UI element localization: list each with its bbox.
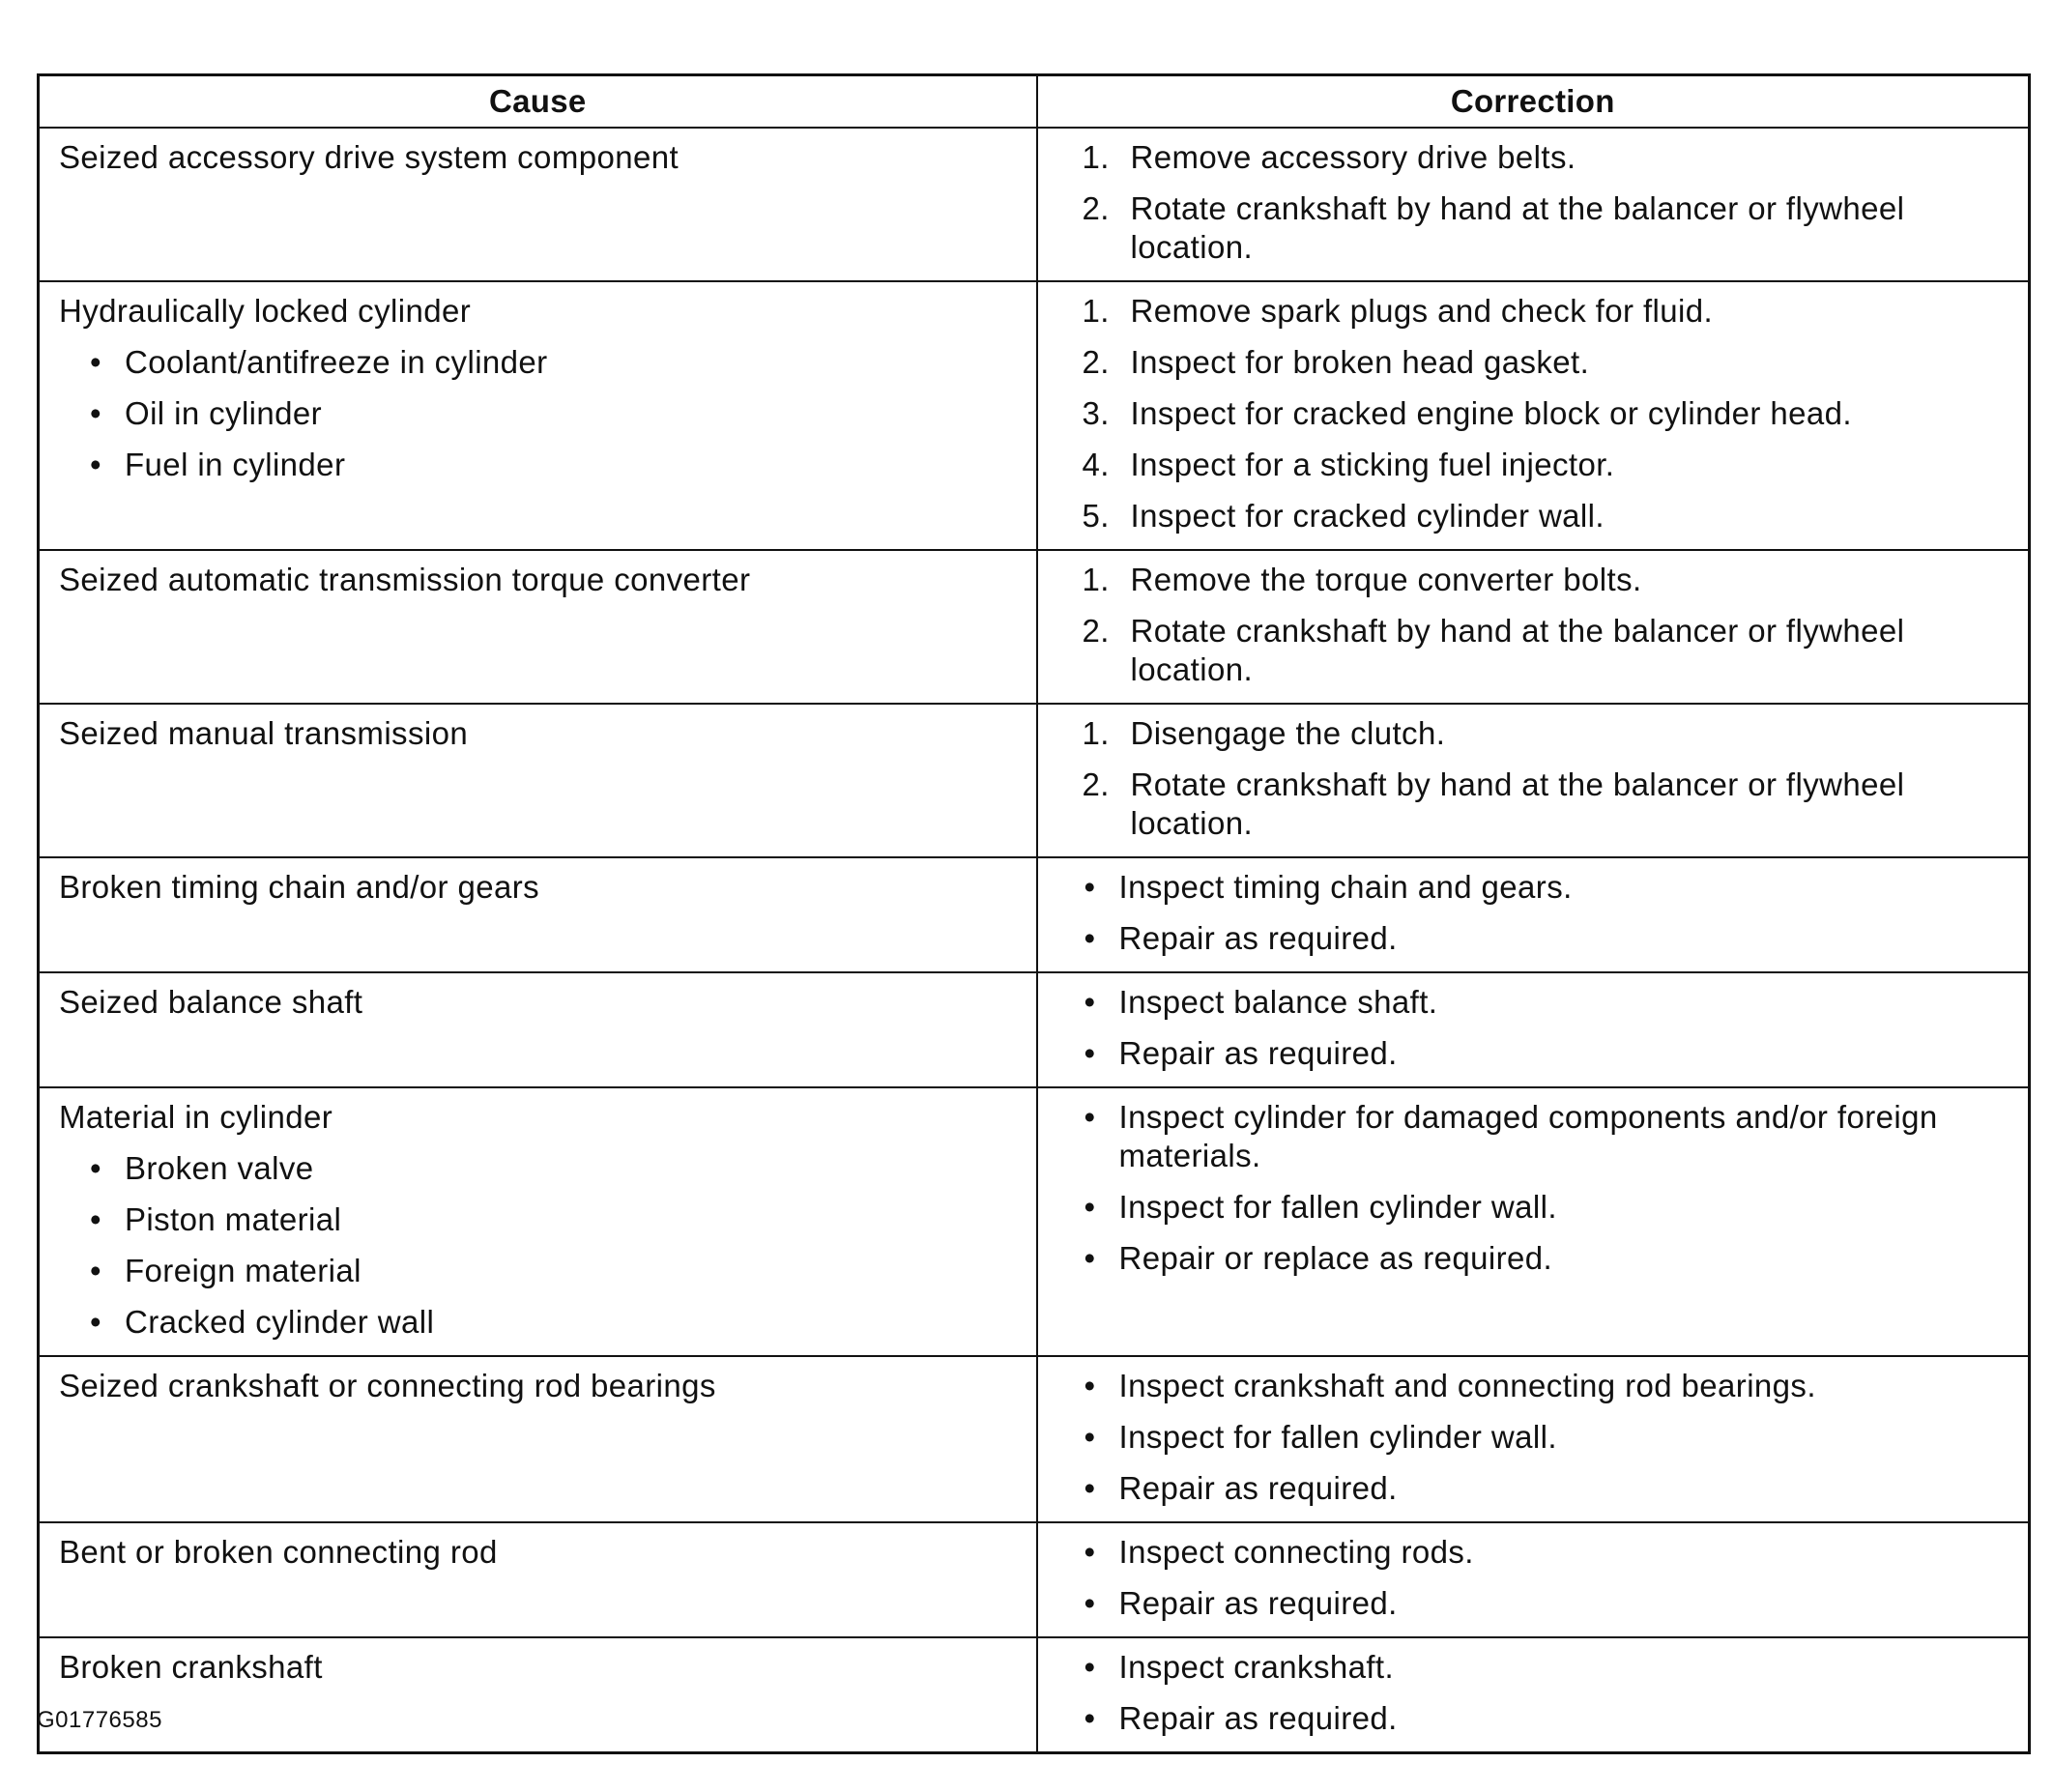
correction-cell <box>1037 550 2030 704</box>
step-number: 2. <box>1082 613 1110 649</box>
correction-text: Inspect cylinder for damaged components and/or foreign materials. <box>1118 1099 1938 1173</box>
correction-text: Inspect for a sticking fuel injector. <box>1130 447 1615 482</box>
bullet-icon: • <box>90 1253 101 1288</box>
correction-list <box>1061 714 2010 843</box>
bullet-icon: • <box>90 395 101 431</box>
correction-cell <box>1037 281 2030 550</box>
bullet-icon: • <box>1084 1419 1096 1455</box>
bullet-icon: • <box>1084 1099 1096 1135</box>
correction-list <box>1061 868 2010 958</box>
correction-list <box>1061 561 2010 689</box>
cause-sub-item <box>59 343 1017 382</box>
correction-item <box>1061 189 2010 267</box>
cause-text: Seized accessory drive system component <box>59 139 680 175</box>
cause-sub-item <box>59 394 1017 433</box>
cause-cell <box>39 704 1037 857</box>
cause-sub-item <box>59 446 1017 484</box>
correction-list <box>1061 1367 2010 1508</box>
correction-item <box>1061 497 2010 535</box>
correction-text: Inspect for cracked engine block or cylinder head. <box>1130 395 1852 431</box>
cause-text: Seized manual transmission <box>59 715 469 751</box>
correction-item <box>1061 1533 2010 1572</box>
correction-item <box>1061 714 2010 753</box>
step-number: 1. <box>1082 293 1110 329</box>
bullet-icon: • <box>1084 920 1096 956</box>
correction-text: Inspect balance shaft. <box>1118 984 1438 1020</box>
correction-text: Inspect crankshaft. <box>1118 1649 1395 1685</box>
correction-item <box>1061 292 2010 331</box>
table-body <box>39 128 2030 1753</box>
bullet-icon: • <box>1084 1368 1096 1403</box>
correction-item <box>1061 1098 2010 1175</box>
step-number: 2. <box>1082 766 1110 802</box>
table-header-row <box>39 75 2030 129</box>
step-number: 1. <box>1082 139 1110 175</box>
cause-cell <box>39 1356 1037 1522</box>
bullet-icon: • <box>1084 1700 1096 1736</box>
cause-sub-item-text: Coolant/antifreeze in cylinder <box>125 344 548 380</box>
correction-item <box>1061 983 2010 1022</box>
step-number: 5. <box>1082 498 1110 534</box>
table-row <box>39 1637 2030 1753</box>
cause-correction-table <box>37 73 2031 1754</box>
cause-text: Seized balance shaft <box>59 984 363 1020</box>
cause-sub-item <box>59 1303 1017 1342</box>
cause-cell <box>39 1522 1037 1637</box>
table-row <box>39 1356 2030 1522</box>
correction-list <box>1061 1098 2010 1278</box>
bullet-icon: • <box>1084 1534 1096 1570</box>
correction-text: Inspect for cracked cylinder wall. <box>1130 498 1605 534</box>
step-number: 3. <box>1082 395 1110 431</box>
cause-text: Broken crankshaft <box>59 1649 323 1685</box>
step-number: 4. <box>1082 447 1110 482</box>
bullet-icon: • <box>1084 1585 1096 1621</box>
cause-cell <box>39 128 1037 281</box>
correction-list <box>1061 292 2010 535</box>
cause-sub-item <box>59 1200 1017 1239</box>
bullet-icon: • <box>1084 984 1096 1020</box>
cause-sub-item-text: Fuel in cylinder <box>125 447 346 482</box>
correction-text: Repair as required. <box>1118 920 1398 956</box>
correction-list <box>1061 983 2010 1073</box>
step-number: 1. <box>1082 562 1110 597</box>
correction-text: Inspect connecting rods. <box>1118 1534 1474 1570</box>
correction-text: Repair as required. <box>1118 1035 1398 1071</box>
cause-sub-item-text: Oil in cylinder <box>125 395 323 431</box>
correction-item <box>1061 1584 2010 1623</box>
cause-sub-item-text: Cracked cylinder wall <box>125 1304 435 1340</box>
table-row <box>39 972 2030 1087</box>
cause-sub-item <box>59 1252 1017 1290</box>
correction-text: Disengage the clutch. <box>1130 715 1446 751</box>
correction-cell <box>1037 1522 2030 1637</box>
correction-item <box>1061 868 2010 907</box>
correction-column-header: Correction <box>1037 75 2030 129</box>
table-row <box>39 704 2030 857</box>
table-row <box>39 281 2030 550</box>
correction-item <box>1061 138 2010 177</box>
correction-item <box>1061 1648 2010 1687</box>
bullet-icon: • <box>1084 1649 1096 1685</box>
step-number: 2. <box>1082 190 1110 226</box>
correction-item <box>1061 446 2010 484</box>
correction-item <box>1061 766 2010 843</box>
cause-text: Seized automatic transmission torque converter <box>59 562 751 597</box>
bullet-icon: • <box>90 1201 101 1237</box>
correction-text: Inspect for fallen cylinder wall. <box>1118 1189 1557 1225</box>
correction-list <box>1061 1648 2010 1738</box>
correction-cell <box>1037 1637 2030 1753</box>
correction-text: Inspect timing chain and gears. <box>1118 869 1573 905</box>
step-number: 2. <box>1082 344 1110 380</box>
correction-text: Inspect crankshaft and connecting rod bearings. <box>1118 1368 1816 1403</box>
correction-cell <box>1037 972 2030 1087</box>
cause-sub-item <box>59 1149 1017 1188</box>
correction-text: Remove accessory drive belts. <box>1130 139 1576 175</box>
correction-text: Repair or replace as required. <box>1118 1240 1553 1276</box>
step-number: 1. <box>1082 715 1110 751</box>
correction-item <box>1061 561 2010 599</box>
correction-text: Inspect for fallen cylinder wall. <box>1118 1419 1557 1455</box>
bullet-icon: • <box>1084 869 1096 905</box>
correction-cell <box>1037 857 2030 972</box>
table-row <box>39 550 2030 704</box>
cause-cell <box>39 972 1037 1087</box>
correction-text: Remove spark plugs and check for fluid. <box>1130 293 1714 329</box>
correction-list <box>1061 138 2010 267</box>
table-row <box>39 1522 2030 1637</box>
bullet-icon: • <box>1084 1035 1096 1071</box>
correction-item <box>1061 394 2010 433</box>
cause-cell <box>39 1087 1037 1356</box>
cause-sub-item-text: Piston material <box>125 1201 342 1237</box>
correction-item <box>1061 1239 2010 1278</box>
correction-item <box>1061 343 2010 382</box>
correction-cell <box>1037 1087 2030 1356</box>
correction-text: Repair as required. <box>1118 1700 1398 1736</box>
cause-text: Material in cylinder <box>59 1099 333 1135</box>
correction-text: Repair as required. <box>1118 1470 1398 1506</box>
cause-sub-item-text: Broken valve <box>125 1150 314 1186</box>
bullet-icon: • <box>90 344 101 380</box>
correction-item <box>1061 1418 2010 1457</box>
correction-item <box>1061 1699 2010 1738</box>
bullet-icon: • <box>90 447 101 482</box>
correction-item <box>1061 1367 2010 1405</box>
table-row <box>39 857 2030 972</box>
cause-cell <box>39 550 1037 704</box>
correction-cell <box>1037 128 2030 281</box>
correction-text: Rotate crankshaft by hand at the balancer or flywheel location. <box>1130 190 1905 265</box>
figure-id: G01776585 <box>37 1707 162 1733</box>
correction-text: Repair as required. <box>1118 1585 1398 1621</box>
correction-item <box>1061 1034 2010 1073</box>
correction-text: Rotate crankshaft by hand at the balancer or flywheel location. <box>1130 613 1905 687</box>
cause-sub-list <box>59 343 1017 484</box>
table-row <box>39 1087 2030 1356</box>
correction-item <box>1061 919 2010 958</box>
correction-text: Rotate crankshaft by hand at the balancer or flywheel location. <box>1130 766 1905 841</box>
correction-cell <box>1037 1356 2030 1522</box>
correction-text: Inspect for broken head gasket. <box>1130 344 1590 380</box>
cause-sub-list <box>59 1149 1017 1342</box>
cause-text: Hydraulically locked cylinder <box>59 293 472 329</box>
cause-cell <box>39 1637 1037 1753</box>
correction-cell <box>1037 704 2030 857</box>
cause-cell <box>39 857 1037 972</box>
cause-column-header: Cause <box>39 75 1037 129</box>
bullet-icon: • <box>1084 1189 1096 1225</box>
correction-list <box>1061 1533 2010 1623</box>
bullet-icon: • <box>1084 1240 1096 1276</box>
correction-item <box>1061 1469 2010 1508</box>
cause-text: Bent or broken connecting rod <box>59 1534 498 1570</box>
cause-text: Broken timing chain and/or gears <box>59 869 540 905</box>
correction-item <box>1061 612 2010 689</box>
correction-text: Remove the torque converter bolts. <box>1130 562 1642 597</box>
bullet-icon: • <box>90 1304 101 1340</box>
table-row <box>39 128 2030 281</box>
bullet-icon: • <box>90 1150 101 1186</box>
cause-sub-item-text: Foreign material <box>125 1253 361 1288</box>
correction-item <box>1061 1188 2010 1227</box>
cause-cell <box>39 281 1037 550</box>
bullet-icon: • <box>1084 1470 1096 1506</box>
cause-text: Seized crankshaft or connecting rod bearings <box>59 1368 716 1403</box>
